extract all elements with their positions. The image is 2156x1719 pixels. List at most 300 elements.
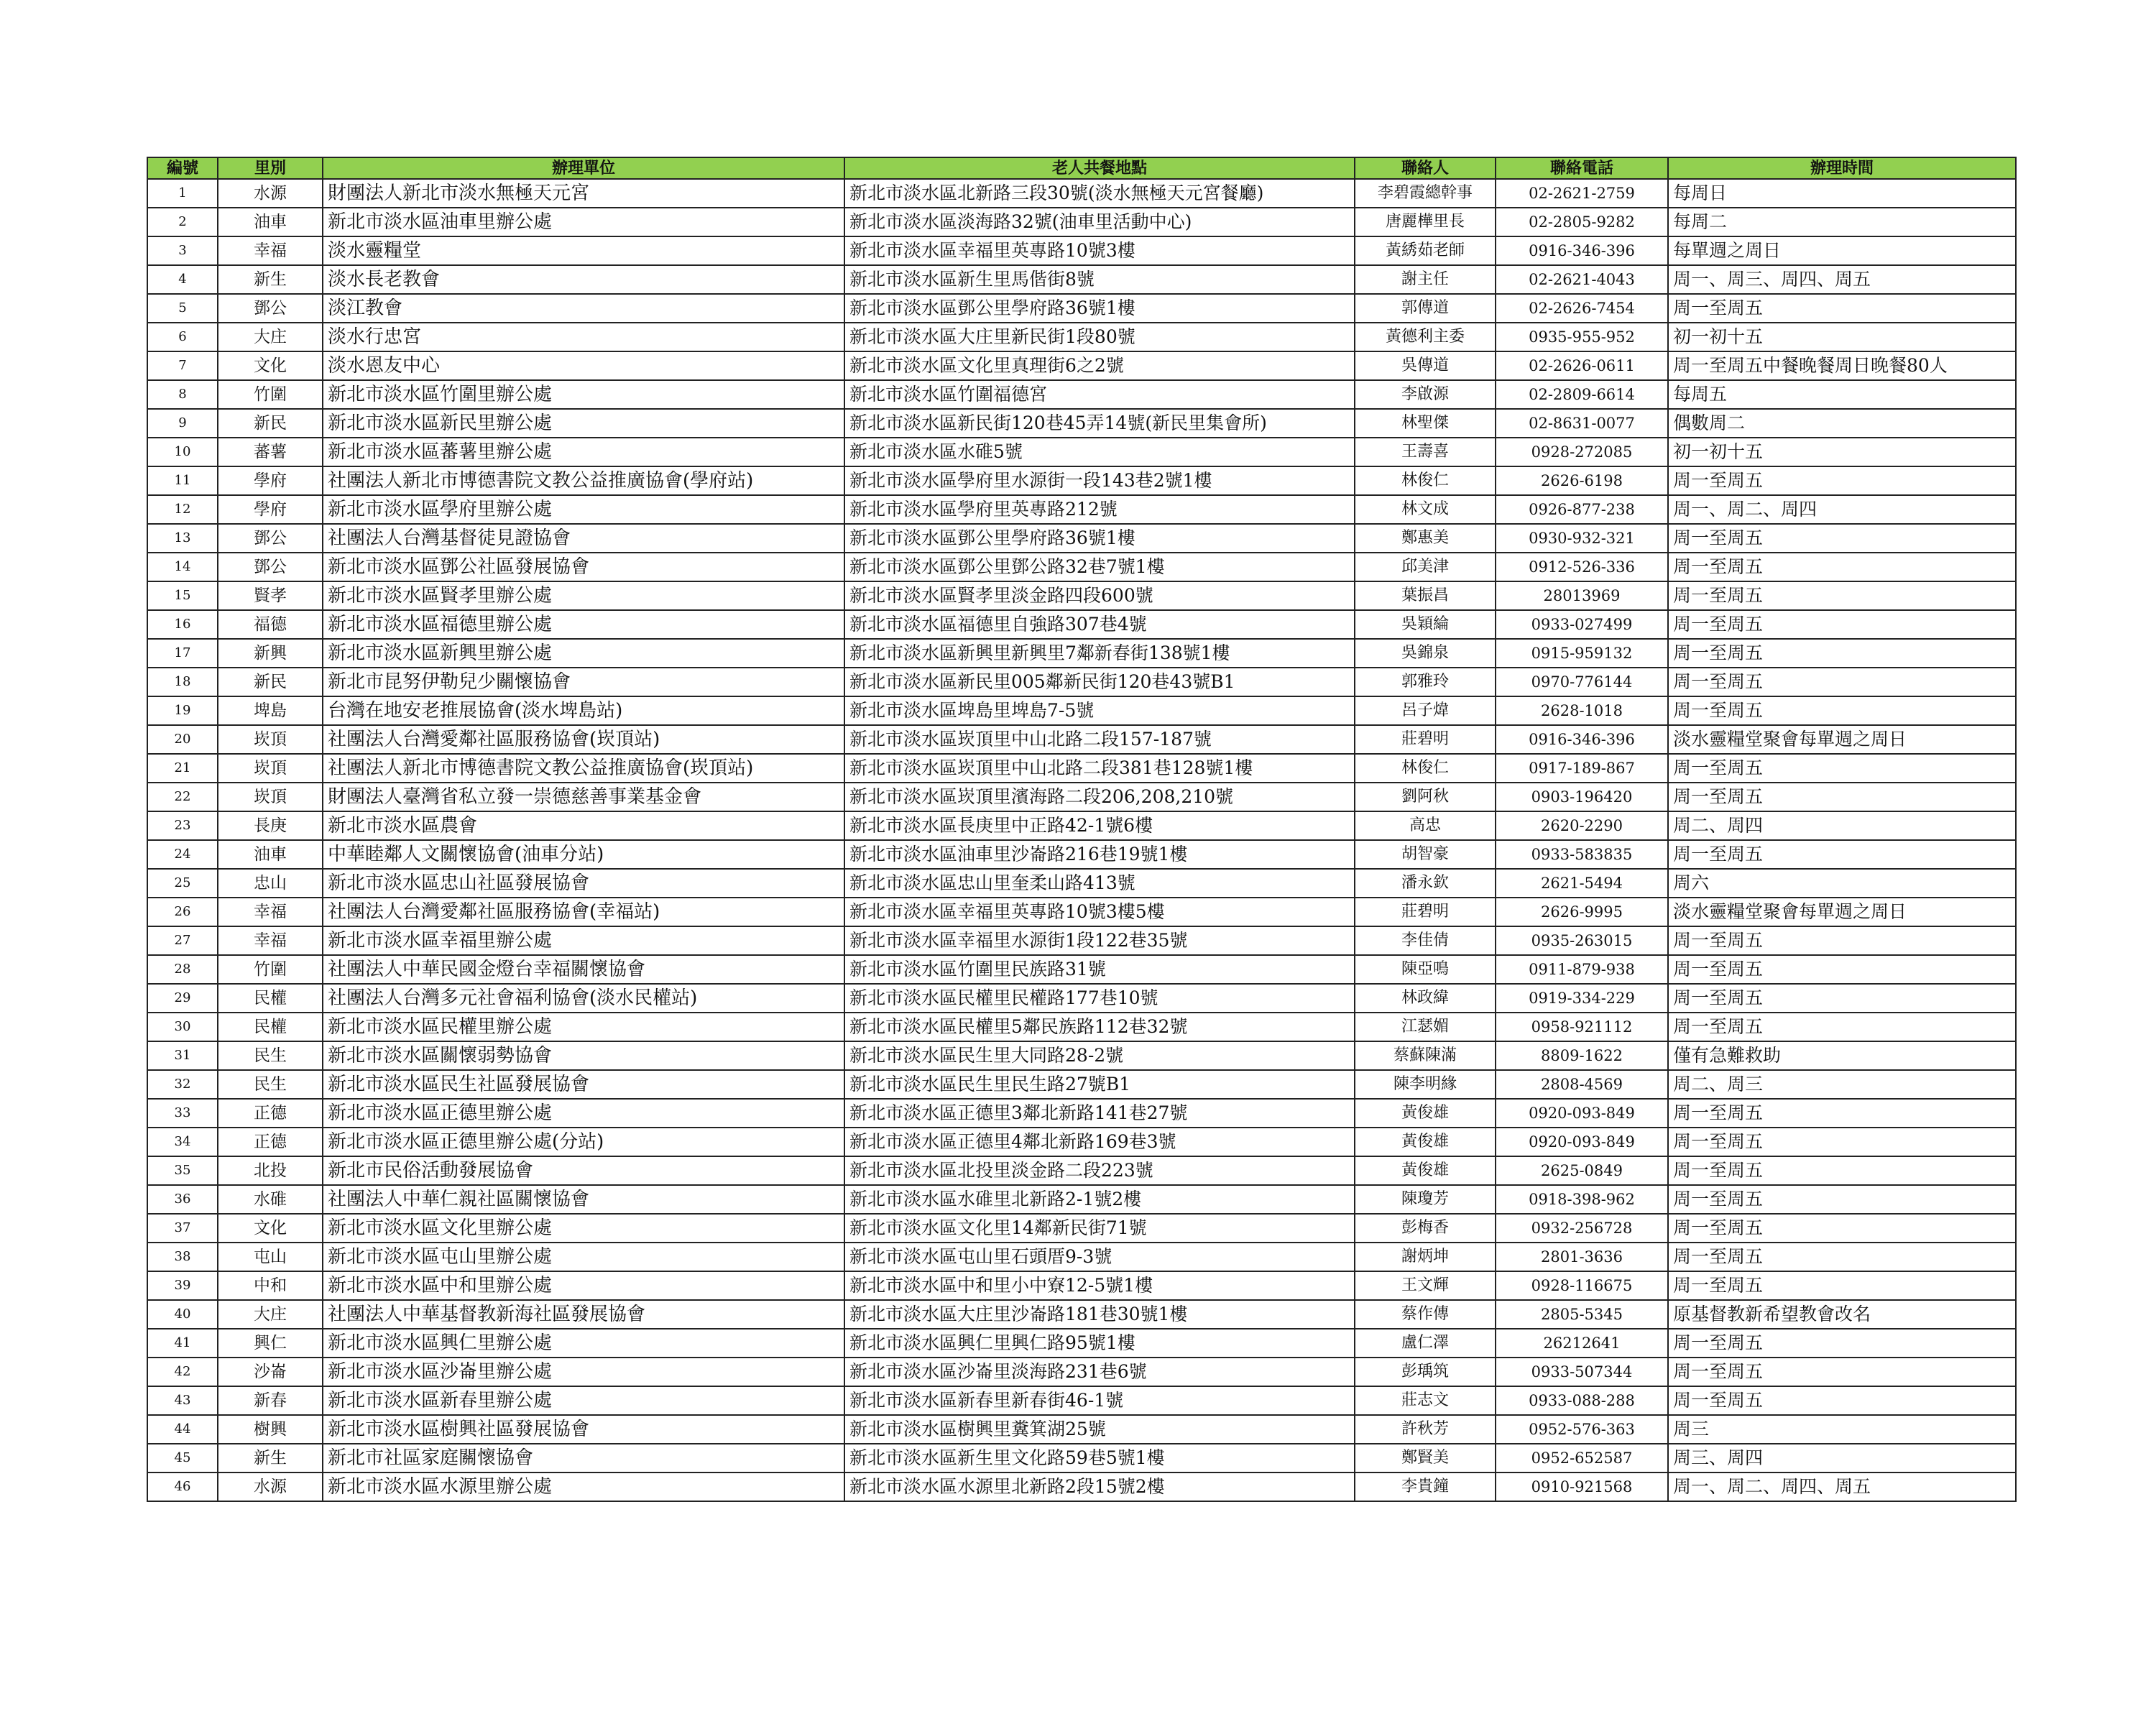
cell-phone: 0920-093-849: [1496, 1128, 1668, 1156]
cell-organizer: 新北市淡水區沙崙里辦公處: [323, 1358, 844, 1386]
cell-location: 新北市淡水區民權里民權路177巷10號: [844, 984, 1355, 1013]
cell-village: 正德: [218, 1128, 323, 1156]
table-row: [147, 265, 2016, 294]
cell-location: 新北市淡水區新民街120巷45弄14號(新民里集會所): [844, 409, 1355, 438]
cell-contact: 劉阿秋: [1355, 783, 1496, 811]
table-row: [147, 898, 2016, 926]
cell-organizer: 新北市淡水區蕃薯里辦公處: [323, 438, 844, 466]
table-row: [147, 1473, 2016, 1501]
cell-time: 周一至周五: [1668, 1386, 2016, 1415]
cell-contact: 葉振昌: [1355, 581, 1496, 610]
cell-time: 周一、周二、周四、周五: [1668, 1473, 2016, 1501]
cell-organizer: 淡江教會: [323, 294, 844, 323]
cell-location: 新北市淡水區埤島里埤島7-5號: [844, 696, 1355, 725]
cell-phone: 0926-877-238: [1496, 495, 1668, 524]
cell-phone: 2801-3636: [1496, 1243, 1668, 1271]
cell-village: 長庚: [218, 811, 323, 840]
cell-location: 新北市淡水區民生里民生路27號B1: [844, 1070, 1355, 1099]
cell-contact: 黃俊雄: [1355, 1156, 1496, 1185]
header-num: 編號: [147, 157, 218, 179]
cell-organizer: 財團法人新北市淡水無極天元宮: [323, 179, 844, 208]
cell-time: 周一至周五: [1668, 840, 2016, 869]
cell-phone: 0918-398-962: [1496, 1185, 1668, 1214]
cell-location: 新北市淡水區新興里新興里7鄰新春街138號1樓: [844, 639, 1355, 668]
cell-time: 每單週之周日: [1668, 236, 2016, 265]
cell-location: 新北市淡水區幸福里英專路10號3樓5樓: [844, 898, 1355, 926]
cell-contact: 黃德利主委: [1355, 323, 1496, 351]
cell-village: 崁頂: [218, 783, 323, 811]
cell-village: 賢孝: [218, 581, 323, 610]
cell-time: 周一至周五: [1668, 581, 2016, 610]
table-row: [147, 294, 2016, 323]
cell-location: 新北市淡水區長庚里中正路42-1號6樓: [844, 811, 1355, 840]
cell-contact: 吳傳道: [1355, 351, 1496, 380]
cell-num: 35: [147, 1156, 218, 1185]
cell-village: 油車: [218, 208, 323, 236]
cell-num: 28: [147, 955, 218, 984]
cell-num: 11: [147, 466, 218, 495]
senior-dining-table: [147, 157, 2017, 1502]
table-row: [147, 668, 2016, 696]
table-row: [147, 581, 2016, 610]
cell-num: 7: [147, 351, 218, 380]
table-row: [147, 495, 2016, 524]
cell-num: 3: [147, 236, 218, 265]
cell-num: 17: [147, 639, 218, 668]
cell-contact: 郭傳道: [1355, 294, 1496, 323]
cell-phone: 0933-583835: [1496, 840, 1668, 869]
cell-village: 新生: [218, 265, 323, 294]
header-row: [147, 157, 2016, 179]
cell-contact: 李貴鐘: [1355, 1473, 1496, 1501]
cell-time: 周一、周三、周四、周五: [1668, 265, 2016, 294]
cell-village: 崁頂: [218, 754, 323, 783]
cell-location: 新北市淡水區福德里自強路307巷4號: [844, 610, 1355, 639]
cell-phone: 0952-652587: [1496, 1444, 1668, 1473]
cell-time: 周一至周五: [1668, 984, 2016, 1013]
cell-time: 偶數周二: [1668, 409, 2016, 438]
cell-village: 民生: [218, 1070, 323, 1099]
cell-contact: 黃俊雄: [1355, 1099, 1496, 1128]
cell-num: 34: [147, 1128, 218, 1156]
cell-organizer: 新北市淡水區正德里辦公處: [323, 1099, 844, 1128]
cell-phone: 2628-1018: [1496, 696, 1668, 725]
cell-village: 竹圍: [218, 955, 323, 984]
cell-village: 蕃薯: [218, 438, 323, 466]
header-phone: 聯絡電話: [1496, 157, 1668, 179]
table-row: [147, 380, 2016, 409]
cell-village: 北投: [218, 1156, 323, 1185]
cell-time: 周一至周五: [1668, 553, 2016, 581]
cell-location: 新北市淡水區忠山里奎柔山路413號: [844, 869, 1355, 898]
cell-location: 新北市淡水區文化里真理街6之2號: [844, 351, 1355, 380]
cell-village: 沙崙: [218, 1358, 323, 1386]
cell-village: 民權: [218, 984, 323, 1013]
cell-num: 15: [147, 581, 218, 610]
cell-time: 淡水靈糧堂聚會每單週之周日: [1668, 898, 2016, 926]
table-row: [147, 323, 2016, 351]
cell-time: 周二、周三: [1668, 1070, 2016, 1099]
cell-num: 37: [147, 1214, 218, 1243]
cell-time: 周一至周五: [1668, 1358, 2016, 1386]
cell-num: 36: [147, 1185, 218, 1214]
table-row: [147, 811, 2016, 840]
cell-organizer: 台灣在地安老推展協會(淡水埤島站): [323, 696, 844, 725]
cell-village: 興仁: [218, 1329, 323, 1358]
cell-num: 5: [147, 294, 218, 323]
cell-contact: 高忠: [1355, 811, 1496, 840]
cell-phone: 2626-9995: [1496, 898, 1668, 926]
table-row: [147, 466, 2016, 495]
cell-time: 周一至周五: [1668, 294, 2016, 323]
cell-num: 22: [147, 783, 218, 811]
cell-num: 33: [147, 1099, 218, 1128]
cell-organizer: 新北市淡水區幸福里辦公處: [323, 926, 844, 955]
cell-location: 新北市淡水區學府里水源街一段143巷2號1樓: [844, 466, 1355, 495]
cell-phone: 0919-334-229: [1496, 984, 1668, 1013]
cell-village: 鄧公: [218, 294, 323, 323]
table-row: [147, 1329, 2016, 1358]
cell-phone: 0916-346-396: [1496, 725, 1668, 754]
cell-location: 新北市淡水區屯山里石頭厝9-3號: [844, 1243, 1355, 1271]
cell-village: 新民: [218, 409, 323, 438]
cell-phone: 0912-526-336: [1496, 553, 1668, 581]
cell-time: 周六: [1668, 869, 2016, 898]
cell-location: 新北市淡水區民權里5鄰民族路112巷32號: [844, 1013, 1355, 1041]
cell-location: 新北市淡水區北新路三段30號(淡水無極天元宮餐廳): [844, 179, 1355, 208]
cell-location: 新北市淡水區水碓5號: [844, 438, 1355, 466]
cell-num: 8: [147, 380, 218, 409]
cell-time: 周一至周五中餐晚餐周日晚餐80人: [1668, 351, 2016, 380]
cell-organizer: 新北市淡水區賢孝里辦公處: [323, 581, 844, 610]
table-row: [147, 1444, 2016, 1473]
cell-contact: 陳李明緣: [1355, 1070, 1496, 1099]
cell-time: 周一至周五: [1668, 696, 2016, 725]
cell-time: 周三: [1668, 1415, 2016, 1444]
table-row: [147, 869, 2016, 898]
cell-phone: 02-2626-7454: [1496, 294, 1668, 323]
cell-organizer: 社團法人中華基督教新海社區發展協會: [323, 1300, 844, 1329]
cell-village: 崁頂: [218, 725, 323, 754]
cell-village: 新民: [218, 668, 323, 696]
cell-location: 新北市淡水區崁頂里中山北路二段381巷128號1樓: [844, 754, 1355, 783]
cell-time: 淡水靈糧堂聚會每單週之周日: [1668, 725, 2016, 754]
cell-contact: 潘永欽: [1355, 869, 1496, 898]
cell-time: 周二、周四: [1668, 811, 2016, 840]
cell-contact: 吳錦泉: [1355, 639, 1496, 668]
cell-phone: 28013969: [1496, 581, 1668, 610]
cell-location: 新北市淡水區油車里沙崙路216巷19號1樓: [844, 840, 1355, 869]
cell-organizer: 新北市淡水區屯山里辦公處: [323, 1243, 844, 1271]
cell-phone: 2626-6198: [1496, 466, 1668, 495]
cell-location: 新北市淡水區新生里馬偕街8號: [844, 265, 1355, 294]
cell-organizer: 中華睦鄰人文關懷協會(油車分站): [323, 840, 844, 869]
cell-organizer: 新北市淡水區民生社區發展協會: [323, 1070, 844, 1099]
cell-num: 10: [147, 438, 218, 466]
cell-location: 新北市淡水區水碓里北新路2-1號2樓: [844, 1185, 1355, 1214]
cell-contact: 蔡蘇陳滿: [1355, 1041, 1496, 1070]
cell-phone: 02-2626-0611: [1496, 351, 1668, 380]
cell-time: 周一至周五: [1668, 668, 2016, 696]
cell-phone: 0920-093-849: [1496, 1099, 1668, 1128]
table-row: [147, 1128, 2016, 1156]
table-row: [147, 840, 2016, 869]
cell-organizer: 社團法人台灣多元社會福利協會(淡水民權站): [323, 984, 844, 1013]
cell-contact: 林政緯: [1355, 984, 1496, 1013]
cell-contact: 莊碧明: [1355, 725, 1496, 754]
cell-organizer: 淡水靈糧堂: [323, 236, 844, 265]
cell-village: 文化: [218, 351, 323, 380]
cell-location: 新北市淡水區民生里大同路28-2號: [844, 1041, 1355, 1070]
cell-location: 新北市淡水區崁頂里中山北路二段157-187號: [844, 725, 1355, 754]
cell-contact: 盧仁澤: [1355, 1329, 1496, 1358]
cell-location: 新北市淡水區幸福里英專路10號3樓: [844, 236, 1355, 265]
cell-location: 新北市淡水區幸福里水源街1段122巷35號: [844, 926, 1355, 955]
cell-phone: 02-2809-6614: [1496, 380, 1668, 409]
cell-num: 40: [147, 1300, 218, 1329]
cell-time: 每周五: [1668, 380, 2016, 409]
cell-contact: 林俊仁: [1355, 466, 1496, 495]
table-row: [147, 725, 2016, 754]
cell-phone: 26212641: [1496, 1329, 1668, 1358]
cell-time: 周一至周五: [1668, 1185, 2016, 1214]
cell-village: 幸福: [218, 898, 323, 926]
cell-village: 埤島: [218, 696, 323, 725]
table-row: [147, 351, 2016, 380]
cell-organizer: 新北市淡水區新興里辦公處: [323, 639, 844, 668]
cell-num: 20: [147, 725, 218, 754]
cell-time: 周一至周五: [1668, 1128, 2016, 1156]
cell-contact: 莊碧明: [1355, 898, 1496, 926]
cell-num: 42: [147, 1358, 218, 1386]
cell-time: 原基督教新希望教會改名: [1668, 1300, 2016, 1329]
cell-phone: 0930-932-321: [1496, 524, 1668, 553]
cell-village: 鄧公: [218, 553, 323, 581]
cell-contact: 陳瓊芳: [1355, 1185, 1496, 1214]
cell-num: 9: [147, 409, 218, 438]
cell-time: 周一至周五: [1668, 754, 2016, 783]
cell-num: 6: [147, 323, 218, 351]
cell-num: 12: [147, 495, 218, 524]
cell-time: 周一至周五: [1668, 926, 2016, 955]
cell-phone: 0915-959132: [1496, 639, 1668, 668]
cell-location: 新北市淡水區大庄里新民街1段80號: [844, 323, 1355, 351]
cell-village: 學府: [218, 495, 323, 524]
cell-contact: 林聖傑: [1355, 409, 1496, 438]
cell-organizer: 社團法人新北市博德書院文教公益推廣協會(崁頂站): [323, 754, 844, 783]
cell-organizer: 社團法人台灣愛鄰社區服務協會(崁頂站): [323, 725, 844, 754]
cell-phone: 02-2621-4043: [1496, 265, 1668, 294]
cell-organizer: 新北市淡水區中和里辦公處: [323, 1271, 844, 1300]
cell-time: 周一至周五: [1668, 639, 2016, 668]
cell-contact: 李啟源: [1355, 380, 1496, 409]
cell-num: 23: [147, 811, 218, 840]
table-row: [147, 179, 2016, 208]
cell-time: 周一至周五: [1668, 1243, 2016, 1271]
cell-phone: 2625-0849: [1496, 1156, 1668, 1185]
cell-organizer: 新北市淡水區農會: [323, 811, 844, 840]
cell-village: 幸福: [218, 236, 323, 265]
cell-contact: 唐麗樺里長: [1355, 208, 1496, 236]
cell-num: 1: [147, 179, 218, 208]
cell-num: 25: [147, 869, 218, 898]
header-village: 里別: [218, 157, 323, 179]
table-row: [147, 610, 2016, 639]
cell-location: 新北市淡水區文化里14鄰新民街71號: [844, 1214, 1355, 1243]
cell-organizer: 社團法人新北市博德書院文教公益推廣協會(學府站): [323, 466, 844, 495]
cell-organizer: 新北市淡水區民權里辦公處: [323, 1013, 844, 1041]
cell-organizer: 新北市淡水區文化里辦公處: [323, 1214, 844, 1243]
spreadsheet-page: [147, 157, 2015, 1502]
table-row: [147, 553, 2016, 581]
cell-location: 新北市淡水區鄧公里鄧公路32巷7號1樓: [844, 553, 1355, 581]
cell-organizer: 社團法人中華民國金燈台幸福關懷協會: [323, 955, 844, 984]
cell-time: 周一至周五: [1668, 1156, 2016, 1185]
cell-organizer: 新北市民俗活動發展協會: [323, 1156, 844, 1185]
cell-contact: 蔡作傳: [1355, 1300, 1496, 1329]
table-row: [147, 438, 2016, 466]
cell-contact: 李碧霞總幹事: [1355, 179, 1496, 208]
cell-phone: 0903-196420: [1496, 783, 1668, 811]
cell-num: 16: [147, 610, 218, 639]
cell-phone: 0911-879-938: [1496, 955, 1668, 984]
cell-num: 27: [147, 926, 218, 955]
cell-organizer: 新北市淡水區關懷弱勢協會: [323, 1041, 844, 1070]
cell-contact: 鄭賢美: [1355, 1444, 1496, 1473]
cell-contact: 邱美津: [1355, 553, 1496, 581]
cell-contact: 許秋芳: [1355, 1415, 1496, 1444]
cell-village: 新生: [218, 1444, 323, 1473]
cell-contact: 呂子煒: [1355, 696, 1496, 725]
cell-organizer: 財團法人臺灣省私立發一崇德慈善事業基金會: [323, 783, 844, 811]
cell-organizer: 社團法人台灣基督徒見證協會: [323, 524, 844, 553]
cell-organizer: 淡水行忠宮: [323, 323, 844, 351]
cell-num: 43: [147, 1386, 218, 1415]
cell-location: 新北市淡水區樹興里糞箕湖25號: [844, 1415, 1355, 1444]
cell-time: 每周日: [1668, 179, 2016, 208]
table-row: [147, 696, 2016, 725]
cell-village: 大庄: [218, 1300, 323, 1329]
cell-num: 46: [147, 1473, 218, 1501]
cell-time: 周一至周五: [1668, 955, 2016, 984]
cell-village: 忠山: [218, 869, 323, 898]
cell-organizer: 新北市淡水區福德里辦公處: [323, 610, 844, 639]
cell-village: 中和: [218, 1271, 323, 1300]
table-row: [147, 1099, 2016, 1128]
cell-time: 周一至周五: [1668, 783, 2016, 811]
cell-num: 26: [147, 898, 218, 926]
table-row: [147, 783, 2016, 811]
cell-contact: 黃俊雄: [1355, 1128, 1496, 1156]
table-row: [147, 754, 2016, 783]
cell-num: 31: [147, 1041, 218, 1070]
cell-phone: 02-2805-9282: [1496, 208, 1668, 236]
cell-phone: 0935-955-952: [1496, 323, 1668, 351]
cell-time: 僅有急難救助: [1668, 1041, 2016, 1070]
cell-time: 周一、周二、周四: [1668, 495, 2016, 524]
header-contact: 聯絡人: [1355, 157, 1496, 179]
cell-village: 學府: [218, 466, 323, 495]
cell-contact: 彭梅香: [1355, 1214, 1496, 1243]
cell-contact: 李佳倩: [1355, 926, 1496, 955]
cell-organizer: 淡水恩友中心: [323, 351, 844, 380]
table-row: [147, 1214, 2016, 1243]
cell-village: 鄧公: [218, 524, 323, 553]
cell-time: 周一至周五: [1668, 1329, 2016, 1358]
cell-phone: 0952-576-363: [1496, 1415, 1668, 1444]
header-location: 老人共餐地點: [844, 157, 1355, 179]
table-row: [147, 955, 2016, 984]
cell-num: 13: [147, 524, 218, 553]
table-row: [147, 1041, 2016, 1070]
cell-num: 14: [147, 553, 218, 581]
cell-village: 民權: [218, 1013, 323, 1041]
cell-location: 新北市淡水區正德里3鄰北新路141巷27號: [844, 1099, 1355, 1128]
cell-phone: 0958-921112: [1496, 1013, 1668, 1041]
cell-num: 44: [147, 1415, 218, 1444]
cell-location: 新北市淡水區大庄里沙崙路181巷30號1樓: [844, 1300, 1355, 1329]
cell-location: 新北市淡水區正德里4鄰北新路169巷3號: [844, 1128, 1355, 1156]
cell-location: 新北市淡水區水源里北新路2段15號2樓: [844, 1473, 1355, 1501]
cell-location: 新北市淡水區賢孝里淡金路四段600號: [844, 581, 1355, 610]
cell-phone: 0933-088-288: [1496, 1386, 1668, 1415]
cell-contact: 林俊仁: [1355, 754, 1496, 783]
cell-village: 福德: [218, 610, 323, 639]
cell-num: 29: [147, 984, 218, 1013]
cell-organizer: 新北市淡水區正德里辦公處(分站): [323, 1128, 844, 1156]
cell-organizer: 新北市淡水區水源里辦公處: [323, 1473, 844, 1501]
cell-num: 41: [147, 1329, 218, 1358]
cell-time: 初一初十五: [1668, 438, 2016, 466]
cell-time: 周一至周五: [1668, 524, 2016, 553]
cell-contact: 林文成: [1355, 495, 1496, 524]
cell-village: 油車: [218, 840, 323, 869]
cell-phone: 0917-189-867: [1496, 754, 1668, 783]
cell-location: 新北市淡水區崁頂里濱海路二段206,208,210號: [844, 783, 1355, 811]
table-row: [147, 524, 2016, 553]
cell-location: 新北市淡水區中和里小中寮12-5號1樓: [844, 1271, 1355, 1300]
cell-village: 新興: [218, 639, 323, 668]
table-row: [147, 1415, 2016, 1444]
cell-contact: 郭雅玲: [1355, 668, 1496, 696]
cell-contact: 江瑟媚: [1355, 1013, 1496, 1041]
cell-location: 新北市淡水區興仁里興仁路95號1樓: [844, 1329, 1355, 1358]
cell-organizer: 新北市淡水區興仁里辦公處: [323, 1329, 844, 1358]
table-row: [147, 1243, 2016, 1271]
cell-contact: 王文輝: [1355, 1271, 1496, 1300]
cell-organizer: 社團法人中華仁親社區關懷協會: [323, 1185, 844, 1214]
cell-village: 竹圍: [218, 380, 323, 409]
table-row: [147, 1300, 2016, 1329]
cell-time: 周一至周五: [1668, 1214, 2016, 1243]
table-row: [147, 1013, 2016, 1041]
cell-organizer: 社團法人台灣愛鄰社區服務協會(幸福站): [323, 898, 844, 926]
cell-phone: 02-2621-2759: [1496, 179, 1668, 208]
cell-location: 新北市淡水區新生里文化路59巷5號1樓: [844, 1444, 1355, 1473]
cell-location: 新北市淡水區沙崙里淡海路231巷6號: [844, 1358, 1355, 1386]
cell-location: 新北市淡水區淡海路32號(油車里活動中心): [844, 208, 1355, 236]
cell-phone: 0928-116675: [1496, 1271, 1668, 1300]
cell-organizer: 新北市淡水區新春里辦公處: [323, 1386, 844, 1415]
cell-location: 新北市淡水區鄧公里學府路36號1樓: [844, 294, 1355, 323]
cell-num: 30: [147, 1013, 218, 1041]
cell-location: 新北市淡水區北投里淡金路二段223號: [844, 1156, 1355, 1185]
header-organizer: 辦理單位: [323, 157, 844, 179]
cell-organizer: 新北市淡水區竹圍里辦公處: [323, 380, 844, 409]
cell-phone: 0910-921568: [1496, 1473, 1668, 1501]
cell-phone: 0916-346-396: [1496, 236, 1668, 265]
cell-organizer: 淡水長老教會: [323, 265, 844, 294]
